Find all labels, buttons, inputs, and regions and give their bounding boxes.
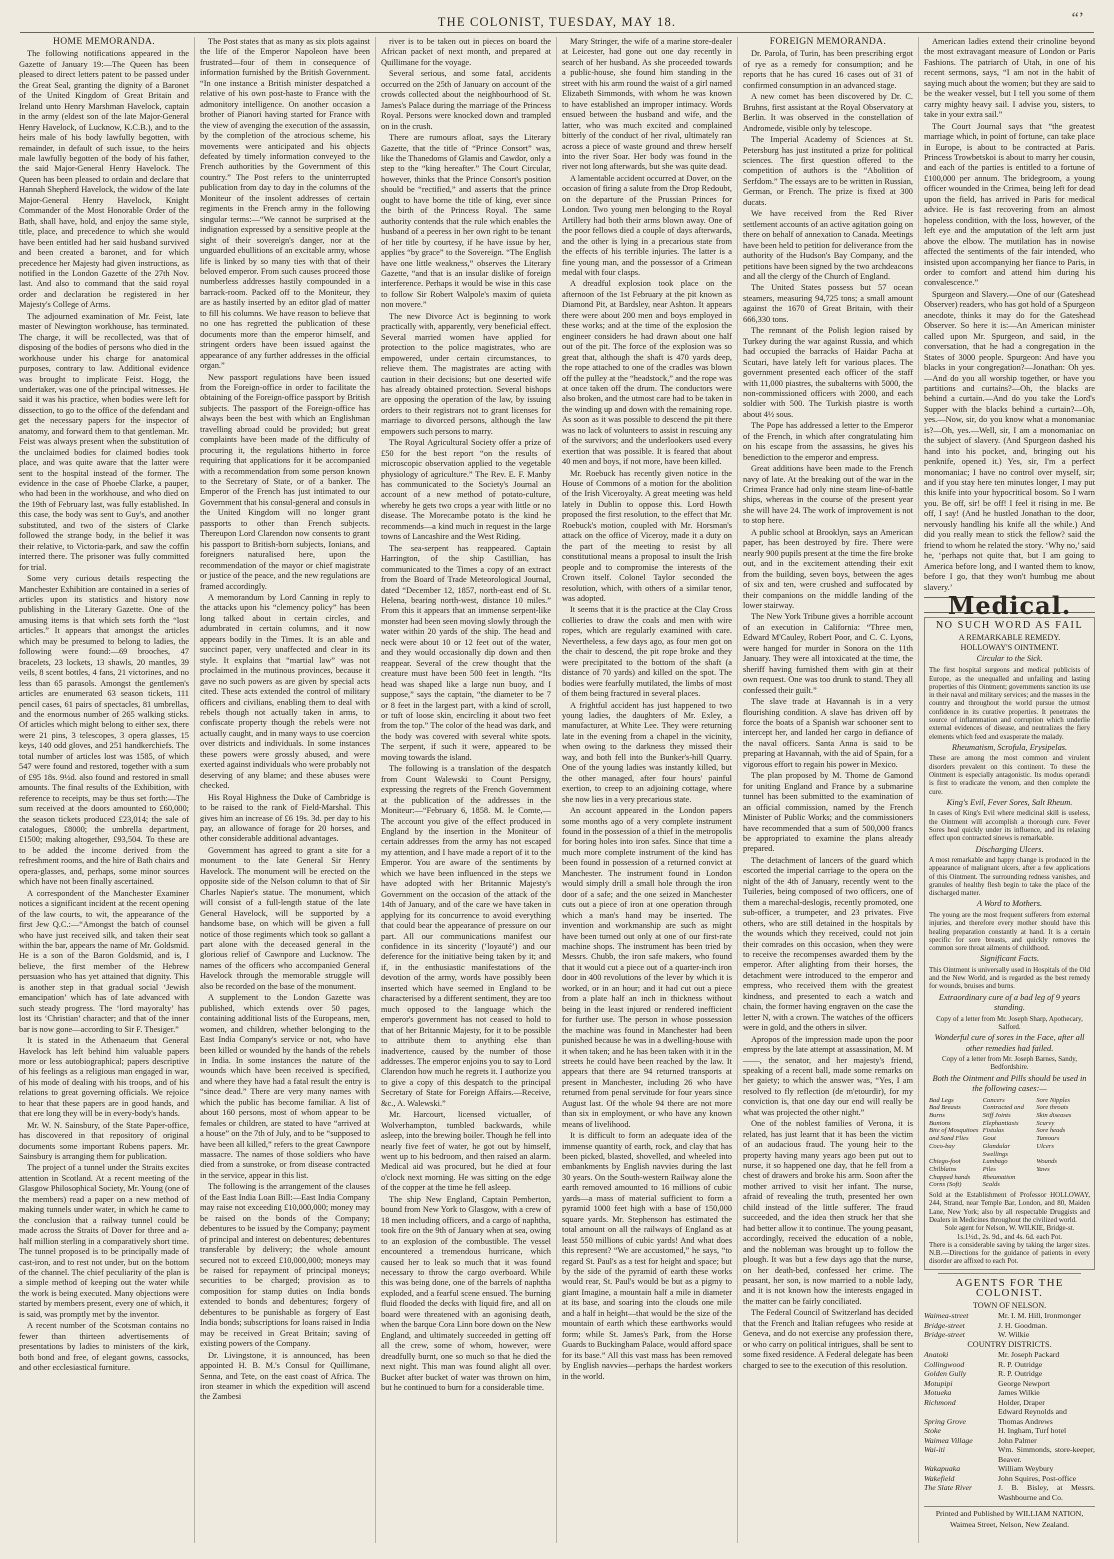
article-paragraph: Government has agreed to grant a site for a monument to the late General Sir Henry Havelock. The monument will be erected on the opposite side of the Nelson column to that of Sir Charles Napier's statue. The monument, which will consist of a full-length statue of the late General Havelock, will be supported by a handsome base, on which will be given a full notice of those regiments which took so gallant a part alone with the deceased general in the glorious relief of Cawnpore and Lucknow. The names of the officers who accompanied General Havelock through the memorable struggle will also be recorded on the base of the monument. xyxy=(200,845,370,991)
agent-name: W. Wilkie xyxy=(998,1330,1030,1340)
agent-row xyxy=(924,1330,1095,1340)
agent-place: Golden Gully xyxy=(924,1369,967,1379)
ailment-item: Elephantiasis xyxy=(982,1119,1019,1127)
article-paragraph: The Imperial Academy of Sciences at St. Petersburg has just instituted a prize for political sciences. The first question offered to the competition of authors is the “Abolition of Serfdom.” The essays are to be written in Russian, German, or French. The prize is fixed at 300 ducats. xyxy=(743,135,913,207)
agent-row xyxy=(924,1445,1095,1464)
ailment-item: Scurvy xyxy=(1036,1119,1055,1127)
article-paragraph: The Pope has addressed a letter to the Emperor of the French, in which after congratulating him on his escape from the assassins, he gives his benediction to the emperor and empress. xyxy=(743,421,913,462)
article-paragraph: A recent number of the Scotsman contains no fewer than thirteen advertisements of presentations by ladies to ministers of the kirk, both bond and free, of elegant gowns, cassocks, and other ecclesiastical furniture. xyxy=(19,1321,189,1373)
agent-place: Wakefield xyxy=(924,1473,955,1483)
agent-name: Holder, Draper xyxy=(998,1397,1045,1407)
article-paragraph: The remnant of the Polish legion raised by Turkey during the war against Russia, and which had occupied the barracks of Haidar Pacha at Scutari, have lately left for various places. The government presented each officer of the staff with 11,000 piastres, the subalterns with 5000, the non-commissioned officers with 2000, and each soldier with 500. The Turkish piastre is worth about 4½ sous. xyxy=(743,326,913,419)
article-paragraph: A correspondent of the Manchester Examiner notices a significant incident at the recent opening of the law courts, to wit, the appearance of the first Jew Q.C.:—“Amongst the batch of counsel who have just received silk, and taken their seat within the bar, appears the name of Mr. Goldsmid. He is a son of the Baron Goldsmid, and is, I believe, the first member of the Hebrew persuasion who has yet attained that dignity. This is another step in that gradual social ‘Jewish emancipation’ which has of late advanced with such steady progress. The ‘lord mayoralty’ has lost its ‘Christian’ character; and that of the inner bar is now gone—according to Sir F. Thesiger.” xyxy=(19,888,189,1034)
section-heading: FOREIGN MEMORANDA. xyxy=(769,37,887,47)
article-paragraph: A public school at Brooklyn, says an American paper, has been destroyed by fire. There were nearly 900 pupils present at the time the fire broke out, and in the excitement attending their exit from the building, seven boys, between the ages of six and ten, were crushed and suffocated by their companions on the middle landing of the lower stairway. xyxy=(743,527,913,611)
agent-row xyxy=(924,1464,1095,1474)
ad-subhead: A Word to Mothers. xyxy=(976,899,1043,909)
agent-row xyxy=(924,1321,1095,1331)
section-heading: HOME MEMORANDA. xyxy=(52,37,156,47)
article-paragraph: A dreadful explosion took place on the afternoon of the 1st February at the pit known as Diamond Pit, at Bardsley, near Ashton. It appears there were about 200 men and boys employed in these works; and at the time of the explosion the engineer considers he had drawn about one half out of the pit. The force of the explosion was so great that, although the shaft is 470 yards deep, the rope attached to one of the cradles was blown off the pulley at the “headstock,” and the rope was at once taken off the drum. The conductors were also broken, and the utmost care had to be taken in the winding up and down with the remaining rope. As soon as it was possible to descend the pit there was no lack of volunteers to assist in rescuing any of the survivors; and the underlookers used every exertion that was possible. It is feared that about 40 men and boys, if not more, have been killed. xyxy=(562,279,733,467)
agent-place: Richmond xyxy=(924,1397,956,1407)
ailment-item: Bad Legs xyxy=(929,1096,954,1104)
ailment-item: and Sand Flies xyxy=(929,1135,969,1143)
column-6 xyxy=(919,37,1100,1543)
article-paragraph: Dr. Parola, of Turin, has been prescribing ergot of rye as a remedy for consumption; and he reports that he has cured 16 cases out of 31 of confirmed consumption in an advanced stage. xyxy=(743,49,913,90)
ad-text: A most remarkable and happy change is produced in the appearance of malignant ulcers, after a few applications of this Ointment. The surrounding redness vanishes, and granules of healthy flesh begin to take the place of the discharged matter. xyxy=(929,855,1090,898)
agent-row xyxy=(924,1407,1095,1417)
article-paragraph: Some very curious details respecting the Manchester Exhibition are contained in a series of articles upon its statistics and history now publishing in the Literary Gazette. One of the amusing items is that which sets forth the “lost articles.” It appears that amongst the articles which may be presumed to belong to ladies, the following were found:—69 brooches, 47 bracelets, 23 lockets, 13 shawls, 20 mantles, 39 veils, 8 scent bottles, 4 fans, 21 victorines, and no less than 65 parasols. Amongst the gentlemen's articles are enumerated 63 season tickets, 111 pencil cases, 61 pairs of spectacles, 81 umbrellas, and the enormous number of 265 walking sticks. Of articles which might belong to either sex, there were 21 pins, 3 telescopes, 3 opera glasses, 15 keys, 140 odd gloves, and 251 handkerchiefs. The total number of articles lost was 1585, of which 547 were found and restored, together with a sum of £95 18s. 9½d. also found and restored in small amounts. The final results of the Exhibition, with reference to receipts, may be thus set forth:—The sum received at the doors amounted to £60,000; the season tickets produced £23,014; the sale of catalogues, £8000; the umbrella department, £1500; making altogether, £93,504. To these are to be added the income derived from the refreshment rooms, and the hire of Bath chairs and opera-glasses, and, perhaps, some minor sources which have not been finally ascertained. xyxy=(19,574,190,887)
ailment-item: Ulcers xyxy=(1036,1142,1054,1150)
article-paragraph: New passport regulations have been issued from the Foreign-office in order to facilitate the obtaining of the Foreign-office passport by British subjects. The passport of the Foreign-office has always been the best with which an Englishman travelling abroad could be provided; but great complaints have been made of the difficulty of procuring it, the regulations hitherto in force requiring that applications for it be accompanied with a recommendation from some person known to the Secretary of State, or of a banker. The Emperor of the French has just intimated to our Government that his consul-general and consuls in the United Kingdom will no longer grant passports to other than French subjects. Thereupon Lord Clarendon now consents to grant his passport to British-born subjects, Ionians, and foreigners naturalised here, upon the recommendation of the mayor or chief magistrate or justice of the peace, and the new regulations are framed accordingly. xyxy=(200,372,370,591)
agent-name: John Palmer xyxy=(998,1435,1037,1445)
agent-name: H. Ingham, Turf hotel xyxy=(998,1426,1067,1436)
article-paragraph: A lamentable accident occurred at Dover, on the occasion of firing a salute from the Drop Redoubt, on the departure of the Prussian Princes for London. Two young men belonging to the Royal Artillery had both their arms blown away. One of the poor fellows died a couple of days afterwards, and the other is lying in a precarious state from the effects of his terrible injuries. The latter is a fine young man, and the possessor of a Crimean medal with four clasps. xyxy=(562,173,732,277)
ailment-item: Gout xyxy=(982,1135,996,1143)
article-paragraph: It is stated in the Athenaeum that General Havelock has left behind him valuable papers more or less autobiographical; papers descriptive of his feelings as a religious man engaged in war, of his mode of dealing with his troops, and of his relations to great governing officials. We rejoice to hear that these papers are in good hands, and that ere long they will be in every-body's hands. xyxy=(19,1036,189,1119)
agent-name: George Newport xyxy=(998,1378,1051,1388)
medical-section-title: Medical. xyxy=(924,597,1095,613)
ad-text: In cases of King's Evil where medicinal skill is useless, the Ointment will accomplish a thorough cure. Fever Sores heal quickly under its influence, and its relaxing effect upon contracted sinews is remarkable. xyxy=(929,809,1090,843)
agent-name: Mr. Joseph Packard xyxy=(998,1350,1060,1360)
ailment-item: Wounds xyxy=(1036,1158,1057,1166)
agent-row xyxy=(924,1311,1095,1321)
agent-row xyxy=(924,1483,1095,1502)
article-paragraph: The following is a translation of the despatch from Count Walewski to Count Persigny, expressing the regrets of the French Government at the publication of the addresses in the Moniteur:—“February 6, 1858. M. le Comte,—The account you give of the effect produced in England by the insertion in the Moniteur of certain addresses from the army has not escaped my attention, and I have made a report of it to the Emperor. You are aware of the sentiments by which we have been influenced in the steps we have adopted with her Britannic Majesty's Government on the occasion of the attack of the 14th of January, and of the care we have taken in applying for its concurrence to avoid everything that could bear the appearance of pressure on our part. All our communications manifest our confidence in its sincerity (‘loyauté’) and our deference for the initiative being taken by it; and if, in the enthusiastic manifestations of the devotion of the army, words have possibly been inserted which have seemed in England to be characterised by a different sentiment, they are too much opposed to the language which the emperor's government has not ceased to hold to that of her Britannic Majesty, for it to be possible to attribute them to anything else than inadvertence, caused by the number of those addresses. The emperor enjoins you to say to Lord Clarendon how much he regrets it. I authorize you to give a copy of this despatch to the principal Secretary of State for Foreign Affairs.—Receive, &c., A. Walewski.” xyxy=(381,764,551,1108)
ailment-item xyxy=(1036,1181,1090,1189)
ailment-item: Stiff Joints xyxy=(982,1112,1011,1120)
article-paragraph: river is to be taken out in pieces on board the African packet of next month, and prepared at Quillimane for the voyage. xyxy=(381,37,551,67)
agent-row xyxy=(924,1388,1095,1398)
ailment-item: Burns xyxy=(929,1112,945,1120)
agent-place: Anatoki xyxy=(924,1350,949,1360)
columns xyxy=(14,37,1100,1543)
agent-place: Bridge-street xyxy=(924,1330,965,1340)
ailment-item: Piles xyxy=(982,1165,996,1173)
ailment-item: Sore Nipples xyxy=(1036,1096,1070,1104)
agent-place: Waimea-street xyxy=(924,1311,969,1321)
ailment-item: Sore throats xyxy=(1036,1104,1069,1112)
article-paragraph: There are rumours afloat, says the Literary Gazette, that the title of “Prince Consort” was, like the Thanedoms of Glamis and Cawdor, only a step to the “king hereafter.” The Court Circular, however, thinks that the Prince Consort's position should be “rectified,” and asserts that the prince ought to have borne the title of king, ever since the birth of the Princess Royal. The same authority contends that the rule which enables the husband of a peeress in her own right to be tenant of her title by courtesy, if he have issue by her, applies “by grace” to the Sovereign. “The English have one little weakness,” observes the Literary Gazette, “and that is an insular dislike of foreign interference. Perhaps it would be wise in this case to follow Sir Robert Walpole's maxim of quieta non movere.” xyxy=(381,133,551,310)
column-4 xyxy=(557,37,738,1543)
ailment-item: Bunions xyxy=(929,1119,951,1127)
ailment-item: Fistulas xyxy=(982,1127,1004,1135)
article-paragraph: Several serious, and some fatal, accidents occurred on the 25th of January on account of the crowds collected about the neighbourhood of St. James's Palace during the marriage of the Princess Royal. Persons were knocked down and trampled on in the crush. xyxy=(381,69,551,131)
ad-note: There is a considerable saving by taking the larger sizes. N.B.—Directions for the guidance of patients in every disorder are affixed to each Pot. xyxy=(929,1240,1090,1266)
article-paragraph: The adjourned examination of Mr. Feist, late master of Newington workhouse, has terminated. The charge, it will be recollected, was that of disposing of the bodies of persons who died in the workhouse under his charge for anatomical purposes, contrary to law. Additional evidence was brought to implicate Feist. Hogg, the undertaker, was one of the principal witnesses. He said it was his practice, when bodies were left for dissection, to go to the office of the defendant and get the necessary papers for the inspector of anatomy, and forward them to that gentleman. Mr. Feist was always present when the substitution of the unclaimed bodies for claimed bodies took place, and was quite aware that the latter were sent to the hospital instead of the former. The evidence in the case of Phoebe Clarke, a pauper, who had been in the workhouse, and who died on the 19th of February last, was fully established. In this case, the body was sent to Guy's, and another substituted, and two of the sisters of Clarke followed the strange body, in the belief it was their relative, to Victoria-park, and saw the coffin interred there. The prisoner was fully committed for trial. xyxy=(19,311,189,572)
ailment-item: Bite of Mosquitoes xyxy=(929,1127,979,1135)
agent-name: Wm. Simmonds, store-keeper, Beaver. xyxy=(998,1445,1095,1464)
ailment-item: Corns (Soft) xyxy=(929,1181,962,1189)
article-paragraph: A frightful accident has just happened to two young ladies, the daughters of Mr. Exley, a manufacturer, at White Lee. They were returning late in the evening from a chapel in the vicinity, when owing to the darkness they missed their way, and both fell into the Bunker's-hill Quarry. One of the young ladies was instantly killed, but the other managed, after four hours' painful exertion, to creep to an adjoining cottage, where she now lies in a very precarious state. xyxy=(562,700,732,804)
article-paragraph: It is difficult to form an adequate idea of the immense quantity of earth, rock, and clay that has been picked, blasted, shovelled, and wheeled into embankments by English navvies during the last 30 years. On the South-western Railway alone the earth removed amounted to 16 millions of cubic yards—a mass of material sufficient to form a pyramid 1000 feet high with a base of 150,000 square yards. Mr. Stephenson has estimated the total amount on all the railways of England as at least 550 millions of cubic yards! And what does this represent? “We are accustomed,” he says, “to regard St. Paul's as a test for height and space; but by the side of the pyramid of earth these works would rear, St. Paul's would be but as a pigmy to giant Imagine, a mountain half a mile in diameter at its base, and soaring into the clouds one mile and a half in height—that would be the size of the mountain of earth which these earthworks would form; while St. James's Park, from the Horse Guards to Buckingham Palace, would afford space for its base.” All this vast mass has been removed by English navvies—perhaps the hardest workers in the world. xyxy=(562,1131,732,1381)
ad-sold-at: Sold at the Establishment of Professor HOLLOWAY, 244, Strand, near Temple Bar, London, and 80, Maiden Lane, New York; also by all respectable Druggists and Dealers in Medicines throughout the civilized world. xyxy=(929,1191,1090,1224)
ad-list-title: Both the Ointment and Pills should be used in the following cases:— xyxy=(932,1073,1087,1094)
article-paragraph: The New York Tribune gives a horrible account of an execution in California: “Three men, Edward M'Cauley, Robert Poor, and C. C. Lyons, were hanged for murder in Sonora on the 11th January. They were all intoxicated at the time, the sheriff having furnished them with gin at their own request. One was too drunk to stand. They all confessed their guilt.” xyxy=(743,612,913,695)
article-paragraph: The United States possess but 57 ocean steamers, measuring 94,725 tons; a small amount against the 1670 of Great Britain, with their 666,330 tons. xyxy=(743,283,913,324)
divider xyxy=(938,1273,1081,1274)
ad-circular: Circular to the Sick. xyxy=(976,653,1043,663)
agent-row xyxy=(924,1350,1095,1360)
article-paragraph: Great additions have been made to the French navy of late. At the breaking out of the war in the Crimea France had only nine steam line-of-battle ships, whereas in the course of the present year she will have 24. The work of improvement is not to stop here. xyxy=(743,464,913,526)
agent-row xyxy=(924,1360,1095,1370)
agent-row xyxy=(924,1426,1095,1436)
ailment-item: Skin diseases xyxy=(1036,1112,1072,1120)
agents-subheading: COUNTRY DISTRICTS. xyxy=(967,1339,1052,1349)
ailment-item: Sore heads xyxy=(1036,1127,1066,1135)
article-paragraph: Spurgeon and Slavery.—One of our (Gateshead Observer) readers, who has got hold of a Spurgeon anecdote, thinks it may do for the Gateshead Observer. So here it is:—An American minister called upon Mr. Spurgeon, and said, in the conversation, that he had a congregation in the States of 3000 people. Spurgeon: And have you blacks in your congregation?—Jonathan: Oh yes.—And do you all worship together, or have you partitions and curtains?—Oh, the blacks are behind a curtain.—And do you take the Lord's Supper with the blacks behind a curtain?—Oh, yes.—Now, sir, do you know what a monomaniac is?—Oh, yes.—Well, sir, I am a monomaniac on the subject of slavery. (And Spurgeon dashed his hand into his pocket, and, bringing out his penknife, opened it.) Yes, sir, I'm a perfect monomaniac; I have no control over myself, sir; and if you stay here ten minutes longer, I may put this knife into your hypocritical bosom. So I warn you. Be off, sir! be off! I feel it rising in me. Be off, I say! (And he hustled Jonathan to the door, nervously handling his knife all the while.) And did you really mean to stick the fellow? said the friend to whom he related the story. ‘Why no,’ said he, ‘perhaps not quite that, but I am going to America before long, and I wanted them to know, before I go, that they won't humbug me about slavery.’ xyxy=(924,289,1095,592)
agent-place: Stoke xyxy=(924,1426,941,1436)
agent-row xyxy=(924,1379,1095,1389)
agent-name: Thomas Andrews xyxy=(998,1416,1053,1426)
folio-mark: “’ xyxy=(1071,10,1084,27)
article-paragraph: Mr. Roebuck has recently given notice in the House of Commons of a motion for the abolition of the Irish Viceroyalty. A great meeting was held lately in Dublin to oppose this. Lord Howth proposed the first resolution, to the effect that Mr. Roebuck's motion, coupled with Mr. Horsman's attack on the office of Viceroy, made it a duty on the part of the meeting to resist by all constitutional means a proposal to insult the Irish people and to compromise the interests of the Crown itself. Colonel Taylor seconded the resolution, which, with others of a similar tenor, was adopted. xyxy=(562,468,732,604)
agents-title: AGENTS FOR THE COLONIST. xyxy=(955,1276,1064,1300)
agent-place: Collingwood xyxy=(924,1359,965,1369)
ailment-item: Rheumatism xyxy=(982,1173,1016,1181)
agent-place: Wai-iti xyxy=(924,1445,945,1455)
ailment-list xyxy=(929,1097,1090,1189)
holloway-advertisement xyxy=(924,617,1095,1269)
ad-sole-agent: Sole agent for Nelson, W. WILKIE, Bridge-st. xyxy=(944,1224,1075,1233)
ad-text: Copy of a letter from Mr. Joseph Sharp, Apothecary, Salford. xyxy=(936,1014,1083,1031)
article-paragraph: The slave trade at Havannah is in a very flourishing condition. A slave has driven off by force the boats of a Spanish war schooner sent to intercept her, and landed her cargo in defiance of the naval officers. Santa Anna is said to be preparing at Havannah, with the aid of Spain, for a vigorous effort to regain his power in Mexico. xyxy=(743,697,914,769)
ad-subhead: Wonderful cure of sores in the Face, after all other remedies had failed. xyxy=(934,1033,1085,1053)
agent-name: R. P. Outridge xyxy=(998,1359,1043,1369)
article-paragraph: His Royal Highness the Duke of Cambridge is to be raised to the rank of Field-Marshal. This gives him an increase of £6 19s. 3d. per day to his pay, an allowance of forage for 20 horses, and other considerable additional advantages. xyxy=(200,792,370,844)
agent-name: J. B. Bisley, at Messrs. Washbourne and Co. xyxy=(998,1483,1095,1502)
article-paragraph: The sea-serpent has reappeared. Captain Harrington, of the ship Castillian, has communicated to the Times a copy of an extract from the Board of Trade Meteorological Journal, dated “December 12, 1857, north-east end of St. Helena, bearing north-west, distance 10 miles.” From this it appears that an immense serpent-like monster had been seen moving slowly through the water within 20 yards of the ship. The head and neck were about 10 or 12 feet out of the water, and they would occasionally dip down and then reappear. Several of the crew thought that the creature must have been 500 feet in length. “Its head was shaped like a large nun buoy, and I suppose,” says the captain, “the diameter to be 7 or 8 feet in the largest part, with a kind of scroll, or tuft of loose skin, encircling it about two feet from the top.” The color of the head was dark, and the body was covered with several white spots. The serpent, if such it were, appeared to be moving towards the island. xyxy=(381,543,551,762)
agent-row xyxy=(924,1474,1095,1484)
agent-place: Bridge-street xyxy=(924,1320,965,1330)
ad-subhead: Extraordinary cure of a bad leg of 9 years standing. xyxy=(938,992,1081,1013)
article-paragraph: The Royal Agricultural Society offer a prize of £50 for the best report “on the results of microscopic observation applied to the vegetable physiology of agriculture.” The Rev. E. F. Manby has communicated to the Society's Journal an account of a new method of potato-culture, whereby he gets two crops a year with little or no disease. The Morecambe potato is the kind he recommends—a kind much in request in the large towns of Lancashire and the West Riding. xyxy=(381,438,551,542)
agent-name: Edward Reynolds and xyxy=(998,1407,1067,1417)
ailment-item: Chiego-foot xyxy=(929,1158,961,1166)
ailment-item: Yaws xyxy=(1036,1165,1050,1173)
ad-subhead: Rheumatism, Scrofula, Erysipelas. xyxy=(951,742,1068,752)
column-2 xyxy=(195,37,376,1543)
article-paragraph: Mr. W. N. Sainsbury, of the State Paper-office, has discovered in that repository of original documents some important Rubens papers. Mr. Sainsbury is arranging them for publication. xyxy=(19,1120,189,1162)
ailment-item: Lumbago xyxy=(982,1158,1008,1166)
ailment-item: Contracted and xyxy=(982,1104,1024,1112)
article-paragraph: It seems that it is the practice at the Clay Cross collieries to draw the coals and men with wire ropes, which are regularly examined with care. Nevertheless, a few days ago, as four men got on the chair to descend, the pit rope broke and they were precipitated to the bottom of the shaft (a distance of 70 yards) and killed on the spot. The bodies were fearfully mutilated, the limbs of most of them being fractured in several places. xyxy=(562,605,732,699)
agent-name: Mr. I. M. Hill, Ironmonger xyxy=(998,1311,1082,1321)
article-paragraph: The Post states that as many as six plots against the life of the Emperor Napoleon have been frustrated—four of them in consequence of information furnished by the British Government. “In one instance a British minister despatched a relative of his own post-haste to France with the admonitory intelligence. On another occasion a brother of Pianori having started for France with the view of avenging the execution of the assassin, by the completion of the atrocious scheme, his movements were anticipated and his objects defeated by timely information conveyed to the French authorities by the Government of this country.” The Post refers to the uninterrupted publication from day to day in the columns of the Moniteur of the insolent addresses of certain regiments in the French army in the following singular terms:—“We cannot be surprised at the indignation expressed by a sensitive people at the sight of their sovereign's danger, nor at the unguarded ebullitions of an excitable army, whose life is linked by so many ties with that of their beloved emperor. From such causes proceed those numberless addresses hastily compounded in a barrack-room. Packed off to the Moniteur, they are as hastily inserted by an editor glad of matter to fill his columns. We have reason to believe that no one has regretted the publication of these documents more than the emperor himself, and stringent orders have been issued against the appearance of any further addresses in the official organ.” xyxy=(200,37,371,371)
agent-name: James Wilkie xyxy=(998,1388,1040,1398)
article-paragraph: American ladies extend their crinoline beyond the most extravagant measure of London or Paris Fashions. The patriarch of Utah, in one of his recent sermons, says, “I am not in the habit of saying much about the women; but they are said to be the weaker vessel, but I tell you some of them carry mighty heavy sail. I advise you, sisters, to take in your extra sail.” xyxy=(924,37,1095,120)
ailment-item: Coco-bay xyxy=(929,1142,955,1150)
article-paragraph: The following is the arrangement of the clauses of the East India Loan Bill:—East India Company may raise not exceeding £10,000,000; money may be raised on the bonds of the Company; debentures to be issued by the Company; payment of principal and interest on debentures; debentures transferable by delivery; the whole amount secured not to exceed £10,000,000; moneys may be raised for repayment of principal moneys; securities to be charged; provision as to composition for stamp duties on India bonds extended to bonds and debentures; forgery of debentures to be punishable as forgery of East India bonds; subscriptions for loans raised in India may be received in Great Britain; saving of existing powers of the Company. xyxy=(200,1182,370,1349)
agents-subheading: TOWN OF NELSON. xyxy=(972,1300,1047,1310)
agent-place: Wakapuaka xyxy=(924,1464,961,1474)
article-paragraph: The detachment of lancers of the guard which escorted the imperial carriage to the opera on the night of the 4th of January, recently went to the Tuileries, being composed of two officers, one of them a marechal-deslogis, recently promoted, one sub-officer, a trumpeter, and 23 privates. Five others, who are still detained in the hospitals by the wounds which they received, could not join their comrades on this occasion, when they were to receive the recompenses awarded them by the emperor. After alighting from their horses, the detachment were introduced to the emperor and empress, who received them with the greatest kindness, and presented to each a watch and chain, the former having engraven on the case the letter N, with a crown. The watches of the officers were in gold, and the others in silver. xyxy=(743,855,913,1033)
ailment-item: Cancers xyxy=(982,1096,1005,1104)
article-paragraph: The ship New England, Captain Pemberton, bound from New York to Glasgow, with a crew of 18 men including officers, and a cargo of naphtha, took fire on the 9th of January when at sea, owing to an explosion of the combustible. The vessel encountered a tremendous hurricane, which caused her to leak so much that it was found necessary to throw the cargo overboard. While this was being done, one of the barrels of naphtha exploded, and a fearful scene ensued. The burning fluid flooded the decks with liquid fire, and all on board were threatened with an agonising death, when the barque Cora Linn bore down on the New England, and ultimately succeeded in getting off all the crew, some of whom, however, were dreadfully burnt, one so much so that he died the next night. This man was found alight all over. Bucket after bucket of water was thrown on him, but he continued to burn for a considerable time. xyxy=(381,1194,552,1392)
agent-place: Spring Grove xyxy=(924,1416,966,1426)
ad-prices: 1s.1½d., 2s. 9d., and 4s. 6d. each Pot. xyxy=(956,1232,1063,1241)
article-paragraph: A supplement to the London Gazette was published, which extends over 50 pages, containing additional lists of the Europeans, men, women, and children, whether belonging to the East India Company's service or not, who have been killed or wounded by the hands of the rebels in India. In some instances the nature of the wounds which have been received is specified, and where they have had a fatal result the entry is “since dead.” There are very many names with which the public has become familiar. A list of about 160 persons, most of whom appear to be females or children, are stated to have “arrived at a house” on the 7th of July, and to be “supposed to have been all killed,” refers to the great Cawnpore massacre. The names of those soldiers who have died from a sunstroke, or from disease contracted in the service, appear in this list. xyxy=(200,993,370,1180)
agent-row xyxy=(924,1369,1095,1379)
agent-name: John Squires, Post-office xyxy=(998,1473,1077,1483)
agent-name: R. P. Outridge xyxy=(998,1369,1043,1379)
ad-headline: NO SUCH WORD AS FAIL xyxy=(935,620,1084,632)
ad-subhead: King's Evil, Fever Sores, Salt Rheum. xyxy=(946,797,1073,807)
article-paragraph: The project of a tunnel under the Straits excites attention in Scotland. At a recent meeting of the Glasgow Philosophical Society, Mr. Young (one of the members) read a paper on a new method of making tunnels under water, in which he came to the conclusion that a railway tunnel could be made across the Straits of Dover for three and a-half million sterling in a comparatively short time. The tunnel proposed is to be principally made of cast-iron, and to rest not under, but on the bottom of the channel. The chief peculiarity of the plan is a simple method of keeping out the water while the work is being executed. Many objections were started by members present, every one of which, it is said, was promptly met by the inventor. xyxy=(19,1163,189,1319)
ad-product-name: HOLLOWAY'S OINTMENT. xyxy=(960,643,1059,653)
column-3 xyxy=(376,37,557,1543)
article-paragraph: One of the noblest families of Verona, it is related, has just learnt that it has been the victim of an audacious fraud. The young heir to the property having many years ago been put out to nurse, it so happened one day, that he fell from a chest of drawers and broke his arm. Soon after the mother arrived to visit her infant. The nurse, afraid of revealing the truth, presented her own child instead of the little sufferer. The fraud succeeded, and the idea then struck her that she had better allow it to continue. The young peasant, accordingly, received the education of a noble, and the nobleman was brought up to follow the plough. It was but a few days ago that the nurse, on her death-bed, confessed her crime. The peasant, her son, is now married to a noble lady, and it is not known how the interests engaged in the matter can be fairly conciliated. xyxy=(743,1119,913,1306)
agent-row xyxy=(924,1398,1095,1408)
article-paragraph: Mary Stringer, the wife of a marine store-dealer at Leicester, had gone out one day recently in search of her husband. As she proceeded towards a public-house, she found him standing in the street with his arm round the waist of a girl named Elizabeth Simmonds, with whom he was known to have established an improper intimacy. Words ensued between the husband and wife, and the latter, who was much excited and complained bitterly of the conduct of her rival, ultimately ran across a piece of waste ground and threw herself into the river Soar. Her body was found in the river not long afterwards, but she was quite dead. xyxy=(562,37,732,172)
article-paragraph: Apropos of the impression made upon the poor empress by the late attempt at assassination, M. M——, the senator, and her majesty's friend, speaking of a recent ball, made some remarks on her gaiety; to which the answer was, “Yes, I am resolved to fly reflection (de m'etourdir), for my conviction is, that one day our end will really be what was projected the other night.” xyxy=(743,1034,913,1117)
agent-place xyxy=(924,1407,998,1417)
ailment-item: Glandular Swellings xyxy=(982,1142,1011,1158)
ad-text: Copy of a letter from Mr. Joseph Barnes, Sandy, Bedfordshire. xyxy=(941,1055,1078,1072)
agent-name: J. H. Goodman. xyxy=(998,1320,1048,1330)
article-paragraph: The following notifications appeared in the Gazette of January 19:—The Queen has been pleased to direct letters patent to be passed under the Great Seal, granting the dignity of a Baronet of the United Kingdom of Great Britain and Ireland unto Henry Marshman Havelock, captain in the army (eldest son of the late Major-General Henry Havelock, of Lucknow, K.C.B.), and to the heirs male of his body lawfully begotten, with remainder, in default of such issue, to the heirs male lawfully begotten of the body of his father, the said Major-General Henry Havelock. The Queen has been pleased to ordain and declare that Hannah Shepherd Havelock, the widow of the late Major-General Henry Havelock, Knight Commander of the Most Honorable Order of the Bath, shall have, hold, and enjoy the same style, title, place, and precedence to which she would have been entitled had her said husband survived and been created a baronet, and for which precedence her Majesty had given instructions, as notified in the London Gazette of the 27th Nov. last. And also to command that the said royal order and declaration be registered in her Majesty's College of Arms. xyxy=(19,49,189,310)
article-paragraph: An account appeared in the London papers some months ago of a very complete instrument found in the possession of a thief in the metropolis for boring holes into iron safes. Since that time a much more complete instrument of the kind has been found in possession of a returned convict at Manchester. The instrument found in London would simply drill a small hole through the iron door of a safe; and the one seized in Manchester cuts out a piece of iron at one operation through which a man's hand may be inserted. The invention and workmanship are such as might have been turned out only at one of our first-rate machine shops. The instrument has been tried by Messrs. Chubb, the iron safe makers, who found that it would cut a piece out of a quarter-inch iron door in 400 revolutions of the lever by which it is worked, or in an hour; and it had cut out a piece from a plate half an inch in thickness without being in the least injured or rendered inefficient for further use. The person in whose possession the machine was found in Manchester had been punished because he was in a dwelling-house with it when taken; and he has been taken with it in the streets he could have been reached by the law. It appears that there are 94 returned transports at present in Manchester, including 26 who have returned from penal servitude for four years since August last. Of the whole 94 there are not more than six in employment, or who have any known means of livelihood. xyxy=(562,806,732,1129)
ad-intro: The first hospital surgeons and medical publicists of Europe, as the unequalled and unfailing and lasting properties of this Ointment; governments sanction its use in their naval and military services; and the masses in the country and throughout the world pursue the utmost confidence in its curative properties. It penetrates the source of inflammation and corruption which underlie external evidences of disease, and neutralizes the fiery elements which feed and exasperate the malady. xyxy=(929,666,1090,741)
article-paragraph: Dr. Livingstone, it is announced, has been appointed H. B. M.'s Consul for Quillimane, Senna, and Tete, on the east coast of Africa. The iron steamer in which the expedition will ascend the Zambesi xyxy=(200,1350,370,1402)
article-paragraph: The Court Journal says that “the greatest marriage which, in point of fortune, can take place in Europe, is about to be contracted at Paris. Princess Trowbetskoi is about to marry her cousin, and each of the parties is entitled to a fortune of £100,000 per annum. The bridegroom, a young officer wounded in the Crimea, being left for dead upon the field, has arrived in Paris for medical advice. He is fast recovering from an almost hopeless condition, with the loss, however, of the left eye and the amputation of the left arm just above the elbow. The mutilation has in nowise affected the sentiments of the fair intended, who insisted upon accompanying her fiance to Paris, in order to comfort and attend him during his convalescence.” xyxy=(924,121,1095,288)
ad-subline: A REMARKABLE REMEDY. xyxy=(958,632,1061,642)
ailment-item: Tumours xyxy=(1036,1135,1060,1143)
ailment-item: Scalds xyxy=(982,1181,1000,1189)
column-5 xyxy=(738,37,919,1543)
ailment-item: Chapped hands xyxy=(929,1173,971,1181)
article-paragraph: A memorandum by Lord Canning in reply to the attacks upon his “clemency policy” has been long talked about in certain circles, and adumbrated in certain columns, and it now appears bodily in the Times. It is an able and succinct paper, very unaffected and clear in its style. It explains that “martial law” was not proclaimed in the mutinous provinces, because it gave no such powers as are given by special acts cited. These acts extended the control of military officers and civilians, enabling them to deal with rebels though not actually taken in arms, to confiscate property though the rebels were not actually caught, and in many ways to use coercion over districts and individuals. In some instances these powers were grossly abused, and were exerted against individuals who were probably not deserving of any blame; and these abuses were checked. xyxy=(200,593,370,791)
ailment-item xyxy=(1036,1174,1090,1182)
ad-text: These are among the most common and virulent disorders prevalent on this continent. To these the Ointment is especially antagonistic. Its modus operandi is first to eradicate the venom, and then complete the cure. xyxy=(929,754,1090,796)
article-paragraph: Mr. Harcourt, licensed victualler, of Wolverhampton, tumbled backwards, while asleep, into the brewing boiler. Though he fell into nearly five feet of water, he got out by himself, went up to his bedroom, and then raised an alarm. Medical aid was procured, but he died at four o'clock next morning. He was sitting on the edge of the copper at the time he fell asleep. xyxy=(381,1110,551,1193)
ad-subhead: Discharging Ulcers. xyxy=(975,844,1044,854)
article-paragraph: A new comet has been discovered by Dr. C. Bruhns, first assistant at the Royal Observatory at Berlin. It was observed in the constellation of Andromede, visible only by telescope. xyxy=(743,92,913,133)
article-paragraph: We have received from the Red River settlement accounts of an active agitation going on there on behalf of annexation to Canada. Meetings have been held to petition for deliverance from the authority of the Hudson's Bay Company, and the petitions have been signed by the two archdeacons and all the clergy of the Church of England. xyxy=(743,209,914,281)
agent-place: Waimea Village xyxy=(924,1435,973,1445)
ad-text: This Ointment is universally used in Hospitals of the Old and the New World, and is regarded as the best remedy for wounds, bruises and burns. xyxy=(929,965,1090,991)
ad-text: The young are the most frequent sufferers from external injuries, and therefore every mother should have this healing preparation constantly at hand. It is a certain specific for sore breasts, and quickly removes the common sore throat ailments of childhood. xyxy=(929,910,1090,953)
page-header: THE COLONIST, TUESDAY, MAY 18. xyxy=(20,12,1094,33)
agent-name: William Weybury xyxy=(998,1464,1054,1474)
agent-place: Motueka xyxy=(924,1388,952,1398)
agent-place: Motupipi xyxy=(924,1378,953,1388)
article-paragraph: The plan proposed by M. Thome de Gamond for uniting England and France by a submarine tunnel has been submitted to the examination of an official commission, named by the French Minister of Public Works; and the commissioners have recommended that a sum of 500,000 francs be appropriated to examine the plans already prepared. xyxy=(743,771,913,854)
column-1 xyxy=(14,37,195,1543)
printer-imprint: Printed and Published by WILLIAM NATION, Waimea Street, Nelson, New Zealand. xyxy=(924,1506,1095,1530)
agent-row xyxy=(924,1436,1095,1446)
ailment-item: Bad Breasts xyxy=(929,1104,961,1112)
agent-place: The Slate River xyxy=(924,1483,973,1493)
ailment-item: Chilblains xyxy=(929,1165,957,1173)
ad-subhead: Significant Facts. xyxy=(979,954,1040,964)
article-paragraph: The new Divorce Act is beginning to work practically with, apparently, very beneficial effect. Several married women have applied for protection to the police magistrates, who are empowered, under certain circumstances, to relieve them. The magistrates are acting with caution in their decisions; but one deserted wife has already obtained protection. Several bishops are opposing the operation of the law, by issuing orders to their registrars not to grant licenses for marriage to divorced persons, although the law empowers such persons to marry. xyxy=(381,311,551,436)
agent-row xyxy=(924,1417,1095,1427)
article-paragraph: The Federal Council of Switzerland has decided that the French and Italian refugees who reside at Geneva, and do not exercise any profession there, or who carry on political intrigues, shall be sent to some fixed residence. A Federal delegate has been charged to see to the execution of this resolution. xyxy=(743,1308,913,1370)
